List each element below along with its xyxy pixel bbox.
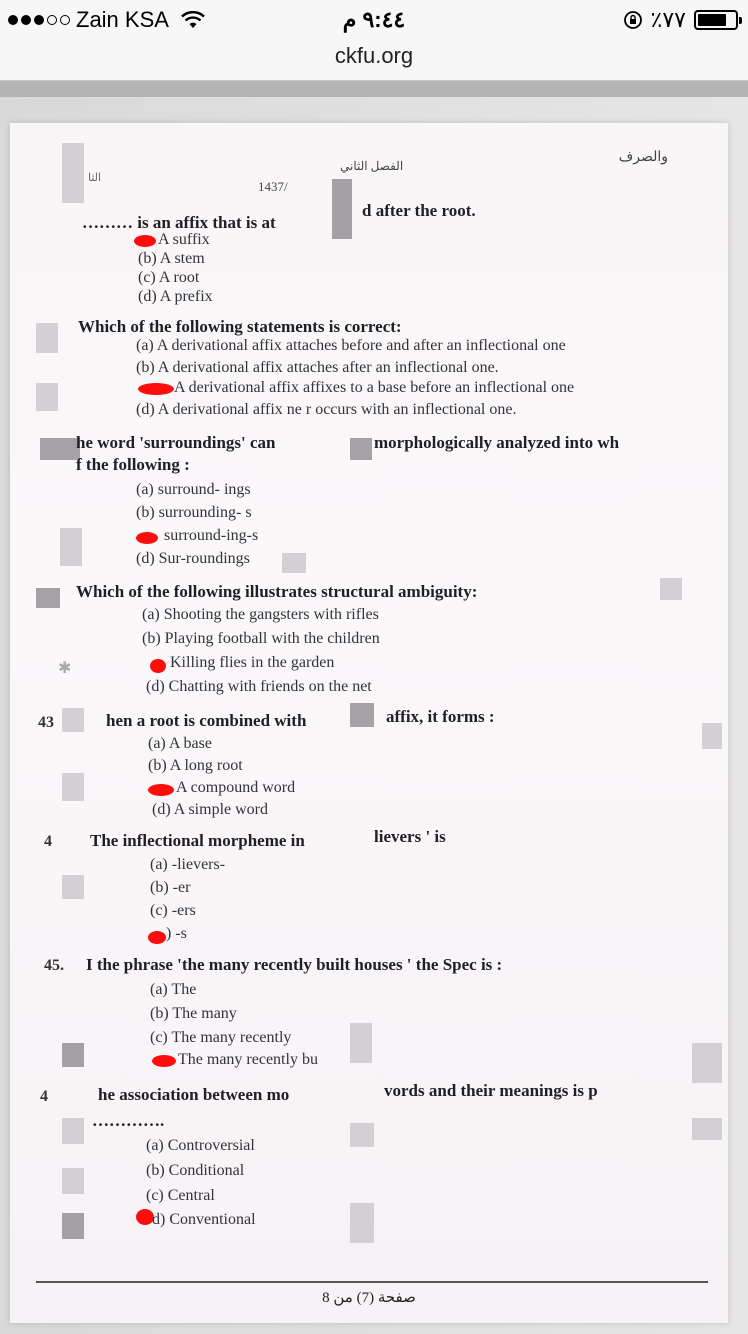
question-stem: ……… is an affix that is at — [82, 213, 276, 232]
answer-option: The many recently bu — [178, 1051, 318, 1068]
question-stem: he association between mo — [98, 1085, 290, 1104]
answer-option: (c) A root — [138, 269, 200, 286]
question-stem: Which of the following statements is correct: — [78, 317, 402, 336]
answer-option: (b) Conditional — [146, 1162, 245, 1179]
question-number: 4 — [40, 1088, 48, 1105]
answer-option: (a) A derivational affix attaches before and after an inflectional one — [136, 337, 566, 354]
pixelated-area — [692, 1118, 722, 1140]
pixelated-area — [62, 1213, 84, 1239]
battery-icon — [694, 10, 738, 30]
margin-mark-icon: ✱ — [58, 660, 72, 677]
answer-option: (a) Controversial — [146, 1137, 255, 1154]
selected-answer-mark — [134, 235, 156, 247]
selected-answer-mark — [150, 659, 166, 673]
selected-answer-mark — [148, 931, 166, 944]
pixelated-area — [36, 383, 58, 411]
header-subject: والصرف — [618, 150, 668, 165]
pixelated-area — [660, 578, 682, 600]
pixelated-area — [692, 1043, 722, 1083]
pixelated-area — [350, 703, 374, 727]
pixelated-area — [62, 143, 84, 203]
selected-answer-mark — [138, 383, 174, 395]
answer-option: Killing flies in the garden — [170, 654, 335, 671]
pixelated-area — [62, 875, 84, 899]
url-domain: ckfu.org — [334, 43, 414, 68]
header-year: 1437/ — [258, 179, 288, 194]
answer-option: (d) Sur-roundings — [136, 550, 250, 567]
status-bar — [0, 0, 748, 40]
pixelated-area — [332, 179, 352, 239]
answer-option: (b) Playing football with the children — [142, 630, 380, 647]
answer-option: (c) The many recently — [150, 1029, 292, 1046]
answer-option: (b) A long root — [148, 757, 243, 774]
selected-answer-mark — [136, 532, 158, 544]
pixelated-area — [62, 1118, 84, 1144]
pixelated-area — [350, 1023, 372, 1063]
answer-option: (c) Central — [146, 1187, 215, 1204]
answer-option: A suffix — [158, 231, 210, 248]
pixelated-area — [62, 1168, 84, 1194]
answer-option: (a) Shooting the gangsters with rifles — [142, 606, 379, 623]
question-stem: hen a root is combined with — [106, 711, 307, 730]
progress-divider — [0, 81, 748, 97]
pixelated-area — [350, 1203, 374, 1243]
page-footer: صفحة (7) من 8 — [322, 1290, 416, 1306]
answer-option: (b) surrounding- s — [136, 504, 252, 521]
carrier-name: Zain KSA — [76, 7, 169, 32]
question-number: 4 — [44, 833, 52, 850]
answer-option: A derivational affix affixes to a base before an inflectional one — [174, 379, 575, 396]
answer-option: (d) A derivational affix ne r occurs with an inflectional one. — [136, 401, 517, 418]
question-stem: Which of the following illustrates structural ambiguity: — [76, 582, 478, 601]
question-stem: he word 'surroundings' can — [76, 433, 276, 452]
pixelated-area — [350, 438, 372, 460]
selected-answer-mark — [148, 784, 174, 796]
question-stem: The inflectional morpheme in — [90, 831, 305, 850]
battery-level — [698, 14, 726, 26]
answer-option: surround-ing-s — [164, 527, 259, 544]
answer-option: (a) -lievers- — [150, 856, 226, 873]
answer-option: A compound word — [176, 779, 296, 796]
question-stem: I the phrase 'the many recently built houses ' the Spec is : — [86, 955, 503, 974]
rotation-lock-icon — [623, 10, 643, 30]
selected-answer-mark — [152, 1055, 176, 1067]
answer-option: (d) A prefix — [138, 288, 213, 305]
answer-option: d) Conventional — [152, 1211, 256, 1228]
answer-option: (b) The many — [150, 1005, 237, 1022]
question-stem-continued: d after the root. — [362, 201, 476, 220]
answer-option: (a) The — [150, 981, 197, 998]
answer-option: (a) surround- ings — [136, 481, 251, 498]
status-right — [623, 7, 738, 33]
pixelated-area — [350, 1123, 374, 1147]
exam-paper — [10, 123, 728, 1323]
pixelated-area — [62, 708, 84, 732]
pixelated-area — [36, 588, 60, 608]
answer-option: (b) A derivational affix attaches after an inflectional one. — [136, 359, 499, 376]
question-stem-line2: f the following : — [76, 455, 190, 474]
footer-rule — [36, 1281, 708, 1283]
question-number: 43 — [38, 714, 54, 731]
answer-option: (b) -er — [150, 879, 191, 896]
question-number: 45. — [44, 957, 64, 974]
pixelated-area — [62, 773, 84, 801]
clock: ٩:٤٤ م — [342, 7, 406, 32]
answer-option: (b) A stem — [138, 250, 205, 267]
pixelated-area — [62, 1043, 84, 1067]
answer-option: (a) A base — [148, 735, 212, 752]
header-left: الثا — [88, 172, 102, 184]
answer-option: ) -s — [166, 925, 187, 942]
pixelated-area — [40, 438, 80, 460]
answer-option: (d) A simple word — [152, 801, 268, 818]
pixelated-area — [36, 323, 58, 353]
question-stem-continued: affix, it forms : — [386, 707, 495, 726]
question-stem-continued: lievers ' is — [374, 827, 446, 846]
answer-option: (c) -ers — [150, 902, 196, 919]
url-bar[interactable] — [0, 40, 748, 81]
pixelated-area — [702, 723, 722, 749]
header-semester: الفصل الثاني — [340, 159, 404, 173]
question-stem-line2: …………. — [92, 1111, 165, 1130]
battery-percent: ٪٧٧ — [650, 7, 686, 32]
answer-option: (d) Chatting with friends on the net — [146, 678, 372, 695]
exam-photo — [0, 97, 748, 1334]
pixelated-area — [60, 528, 82, 566]
question-stem-continued: morphologically analyzed into wh — [374, 433, 620, 452]
pixelated-area — [282, 553, 306, 573]
question-stem-continued: vords and their meanings is p — [384, 1081, 598, 1100]
